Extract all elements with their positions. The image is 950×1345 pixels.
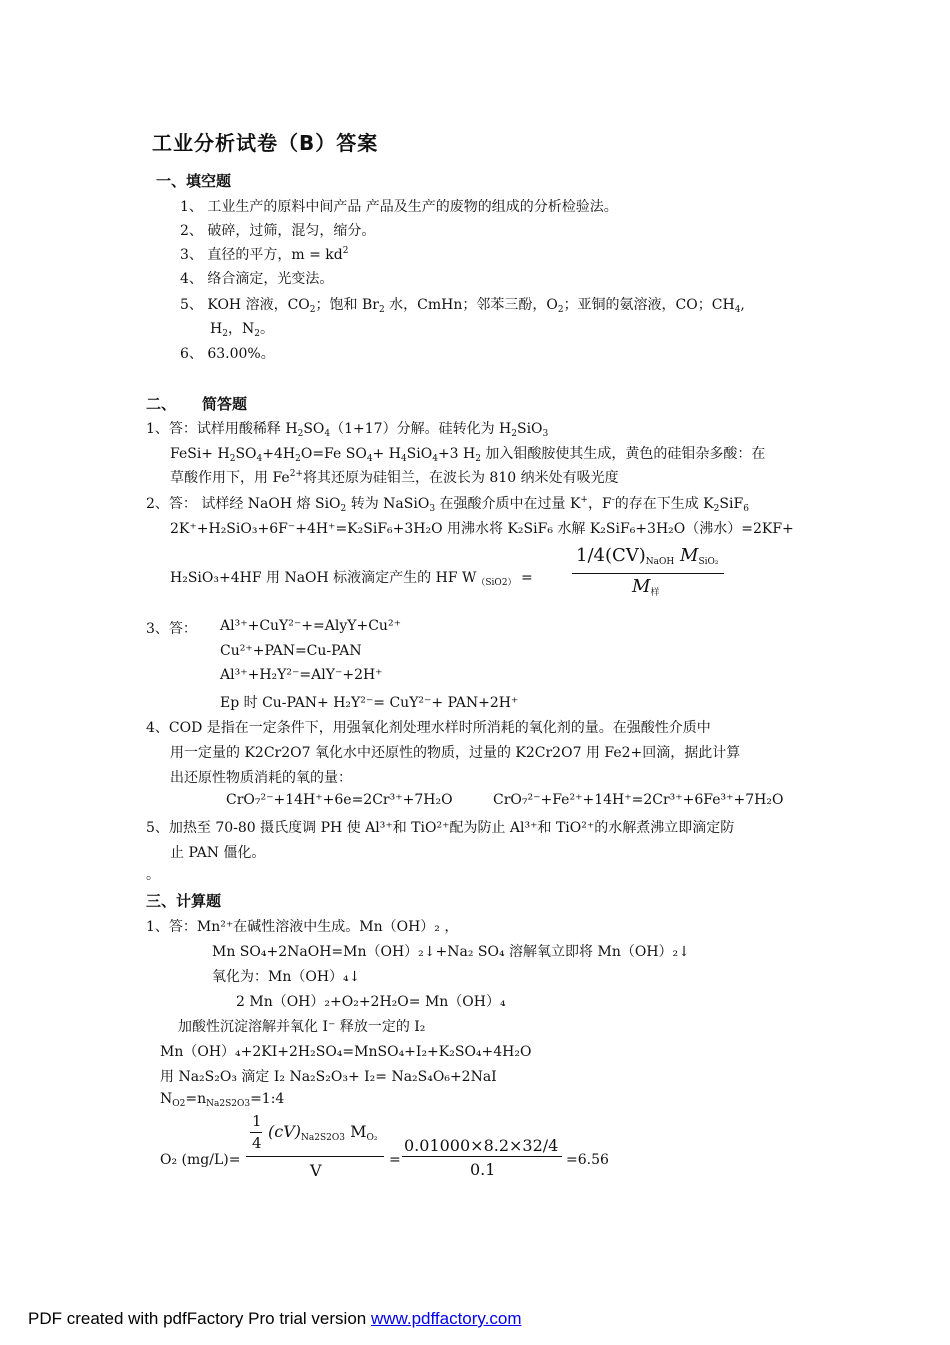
q2-fraction-bar — [572, 573, 724, 574]
q2-line3: H₂SiO₃+4HF 用 NaOH 标液滴定产生的 HF $W_{(SiO2)}$ = — [170, 570, 533, 588]
q2-formula-fraction — [572, 545, 732, 605]
s1-item-3: 3、 直径的平方，$m = kd^2$ — [180, 246, 349, 263]
one-quarter-den: 4 — [252, 1134, 262, 1152]
q1-line3: 草酸作用下，用 $Fe^{2+}$将其还原为硅钼兰，在波长为 810 纳米处有吸光度 — [170, 469, 619, 486]
o2-fraction-bar — [246, 1156, 384, 1157]
numeric-numerator: 0.01000×8.2×32/4 — [404, 1136, 559, 1155]
s1-item-2: 2、 破碎，过筛，混匀，缩分。 — [180, 223, 376, 239]
q4-eq2: CrO₇²⁻+Fe²⁺+14H⁺=2Cr³⁺+6Fe³⁺+7H₂O — [493, 792, 784, 808]
q3-label: 3、答： — [146, 621, 197, 637]
q3-eq2: Cu²⁺+PAN=Cu-PAN — [220, 643, 362, 659]
calc-line1: 1、答：Mn²⁺在碱性溶液中生成。Mn（OH）₂ ， — [146, 919, 459, 935]
equals-sign: = — [389, 1152, 401, 1168]
o2-label: O₂ (mg/L)= — [160, 1152, 241, 1168]
q1-line1: 1、答：试样用酸稀释 $H_2SO_4(1+17)$分解。硅转化为 $H_2SiO_3$ — [146, 421, 549, 439]
q5-line1: 5、加热至 70-80 摄氏度调 PH 使 Al³⁺和 TiO²⁺配为防止 Al³⁺和 TiO²⁺的水解煮沸立即滴定防 — [146, 820, 735, 836]
q4-line1: 4、COD 是指在一定条件下，用强氧化剂处理水样时所消耗的氧化剂的量。在强酸性介质中 — [146, 720, 711, 736]
q2-fraction-denominator: $M_样$ — [632, 576, 660, 598]
s1-item-1: 1、 工业生产的原料中间产品 产品及生产的废物的组成的分析检验法。 — [180, 199, 618, 215]
q4-line3: 出还原性物质消耗的氧的量： — [170, 770, 352, 786]
q3-eq1: Al³⁺+CuY²⁻+=AlyY+Cu²⁺ — [220, 618, 401, 634]
numeric-fraction-bar — [402, 1156, 562, 1157]
section1-heading: 一、填空题 — [156, 172, 232, 190]
q1-line2: FeSi+ $H_2SO_4+4H_2O=Fe$ $SO_4+ H_4SiO_4+3$ $H_2$ 加入钼酸胺使其生成，黄色的硅钼杂多酸：在 — [170, 446, 766, 464]
o2-formula-fraction-1 — [246, 1112, 386, 1188]
s1-item-5: 5、 KOH 溶液，$CO_2$；饱和 $Br_2$ 水，CmHn；邻苯三酚，$O_2$；亚铜的氨溶液，CO；$CH_4$, — [180, 297, 745, 315]
calc-line4: 2 Mn（OH）₂+O₂+2H₂O= Mn（OH）₄ — [236, 994, 506, 1010]
pdffactory-link[interactable]: www.pdffactory.com — [370, 1309, 522, 1328]
page-title: 工业分析试卷（B）答案 — [152, 131, 379, 155]
q3-eq4: Ep 时 Cu-PAN+ H₂Y²⁻= CuY²⁻+ PAN+2H⁺ — [220, 695, 519, 711]
calc-line7: 用 Na₂S₂O₃ 滴定 I₂ Na₂S₂O₃+ I₂= Na₂S₄O₆+2NaI — [160, 1069, 497, 1085]
o2-formula-fraction-2 — [402, 1136, 564, 1188]
q3-eq3: Al³⁺+H₂Y²⁻=AlY⁻+2H⁺ — [220, 667, 383, 683]
q4-eq1: CrO₇²⁻+14H⁺+6e=2Cr³⁺+7H₂O — [226, 792, 453, 808]
calc-line2: Mn SO₄+2NaOH=Mn（OH）₂↓+Na₂ SO₄ 溶解氧立即将 Mn（OH）₂↓ — [212, 944, 690, 960]
o2-fraction-numerator: $(cV)_{Na2S2O3}$ $M_{O_2}$ — [268, 1122, 378, 1143]
result-value: =6.56 — [566, 1152, 609, 1168]
q5-line2: 止 PAN 僵化。 — [170, 845, 266, 861]
one-quarter-bar — [250, 1132, 262, 1133]
pdf-footer: PDF created with pdfFactory Pro trial version www.pdffactory.com — [28, 1309, 522, 1328]
q4-line2: 用一定量的 K2Cr2O7 氧化水中还原性的物质，过量的 K2Cr2O7 用 Fe2+回滴，据此计算 — [170, 745, 741, 761]
s1-item-4: 4、 络合滴定，光变法。 — [180, 271, 334, 287]
q2-fraction-numerator: $1/4(CV)_{NaOH}$ $M_{SiO_2}$ — [576, 545, 719, 567]
section2-heading-num: 二、 — [146, 395, 177, 413]
o2-fraction-denominator: V — [310, 1161, 322, 1180]
calc-line5: 加酸性沉淀溶解并氧化 I⁻ 释放一定的 I₂ — [178, 1019, 426, 1035]
numeric-denominator: 0.1 — [470, 1160, 496, 1179]
s1-item-6: 6、 63.00%。 — [180, 346, 275, 362]
q2-line2: 2K⁺+H₂SiO₃+6F⁻+4H⁺=K₂SiF₆+3H₂O 用沸水将 K₂SiF₆ 水解 K₂SiF₆+3H₂O（沸水）=2KF+ — [170, 521, 794, 537]
section3-heading: 三、计算题 — [146, 892, 222, 910]
q2-line1: 2、答： 试样经 NaOH 熔 SiO$_2$ 转为 NaSiO$_3$ 在强酸介质中在过量 K+，F-的存在下生成 $K_2SiF_6$ — [146, 495, 749, 514]
calc-line6: Mn（OH）₄+2KI+2H₂SO₄=MnSO₄+I₂+K₂SO₄+4H₂O — [160, 1044, 532, 1060]
calc-line8: $N_{O2}=n_{Na2S2O3}=1:4$ — [160, 1091, 285, 1109]
section2-heading: 简答题 — [202, 395, 248, 413]
stray-dot: 。 — [146, 867, 160, 883]
calc-line3: 氧化为：Mn（OH）₄↓ — [212, 969, 361, 985]
s1-item-5-cont: $H_2$，$N_2$。 — [210, 321, 274, 339]
one-quarter-num: 1 — [252, 1112, 262, 1130]
